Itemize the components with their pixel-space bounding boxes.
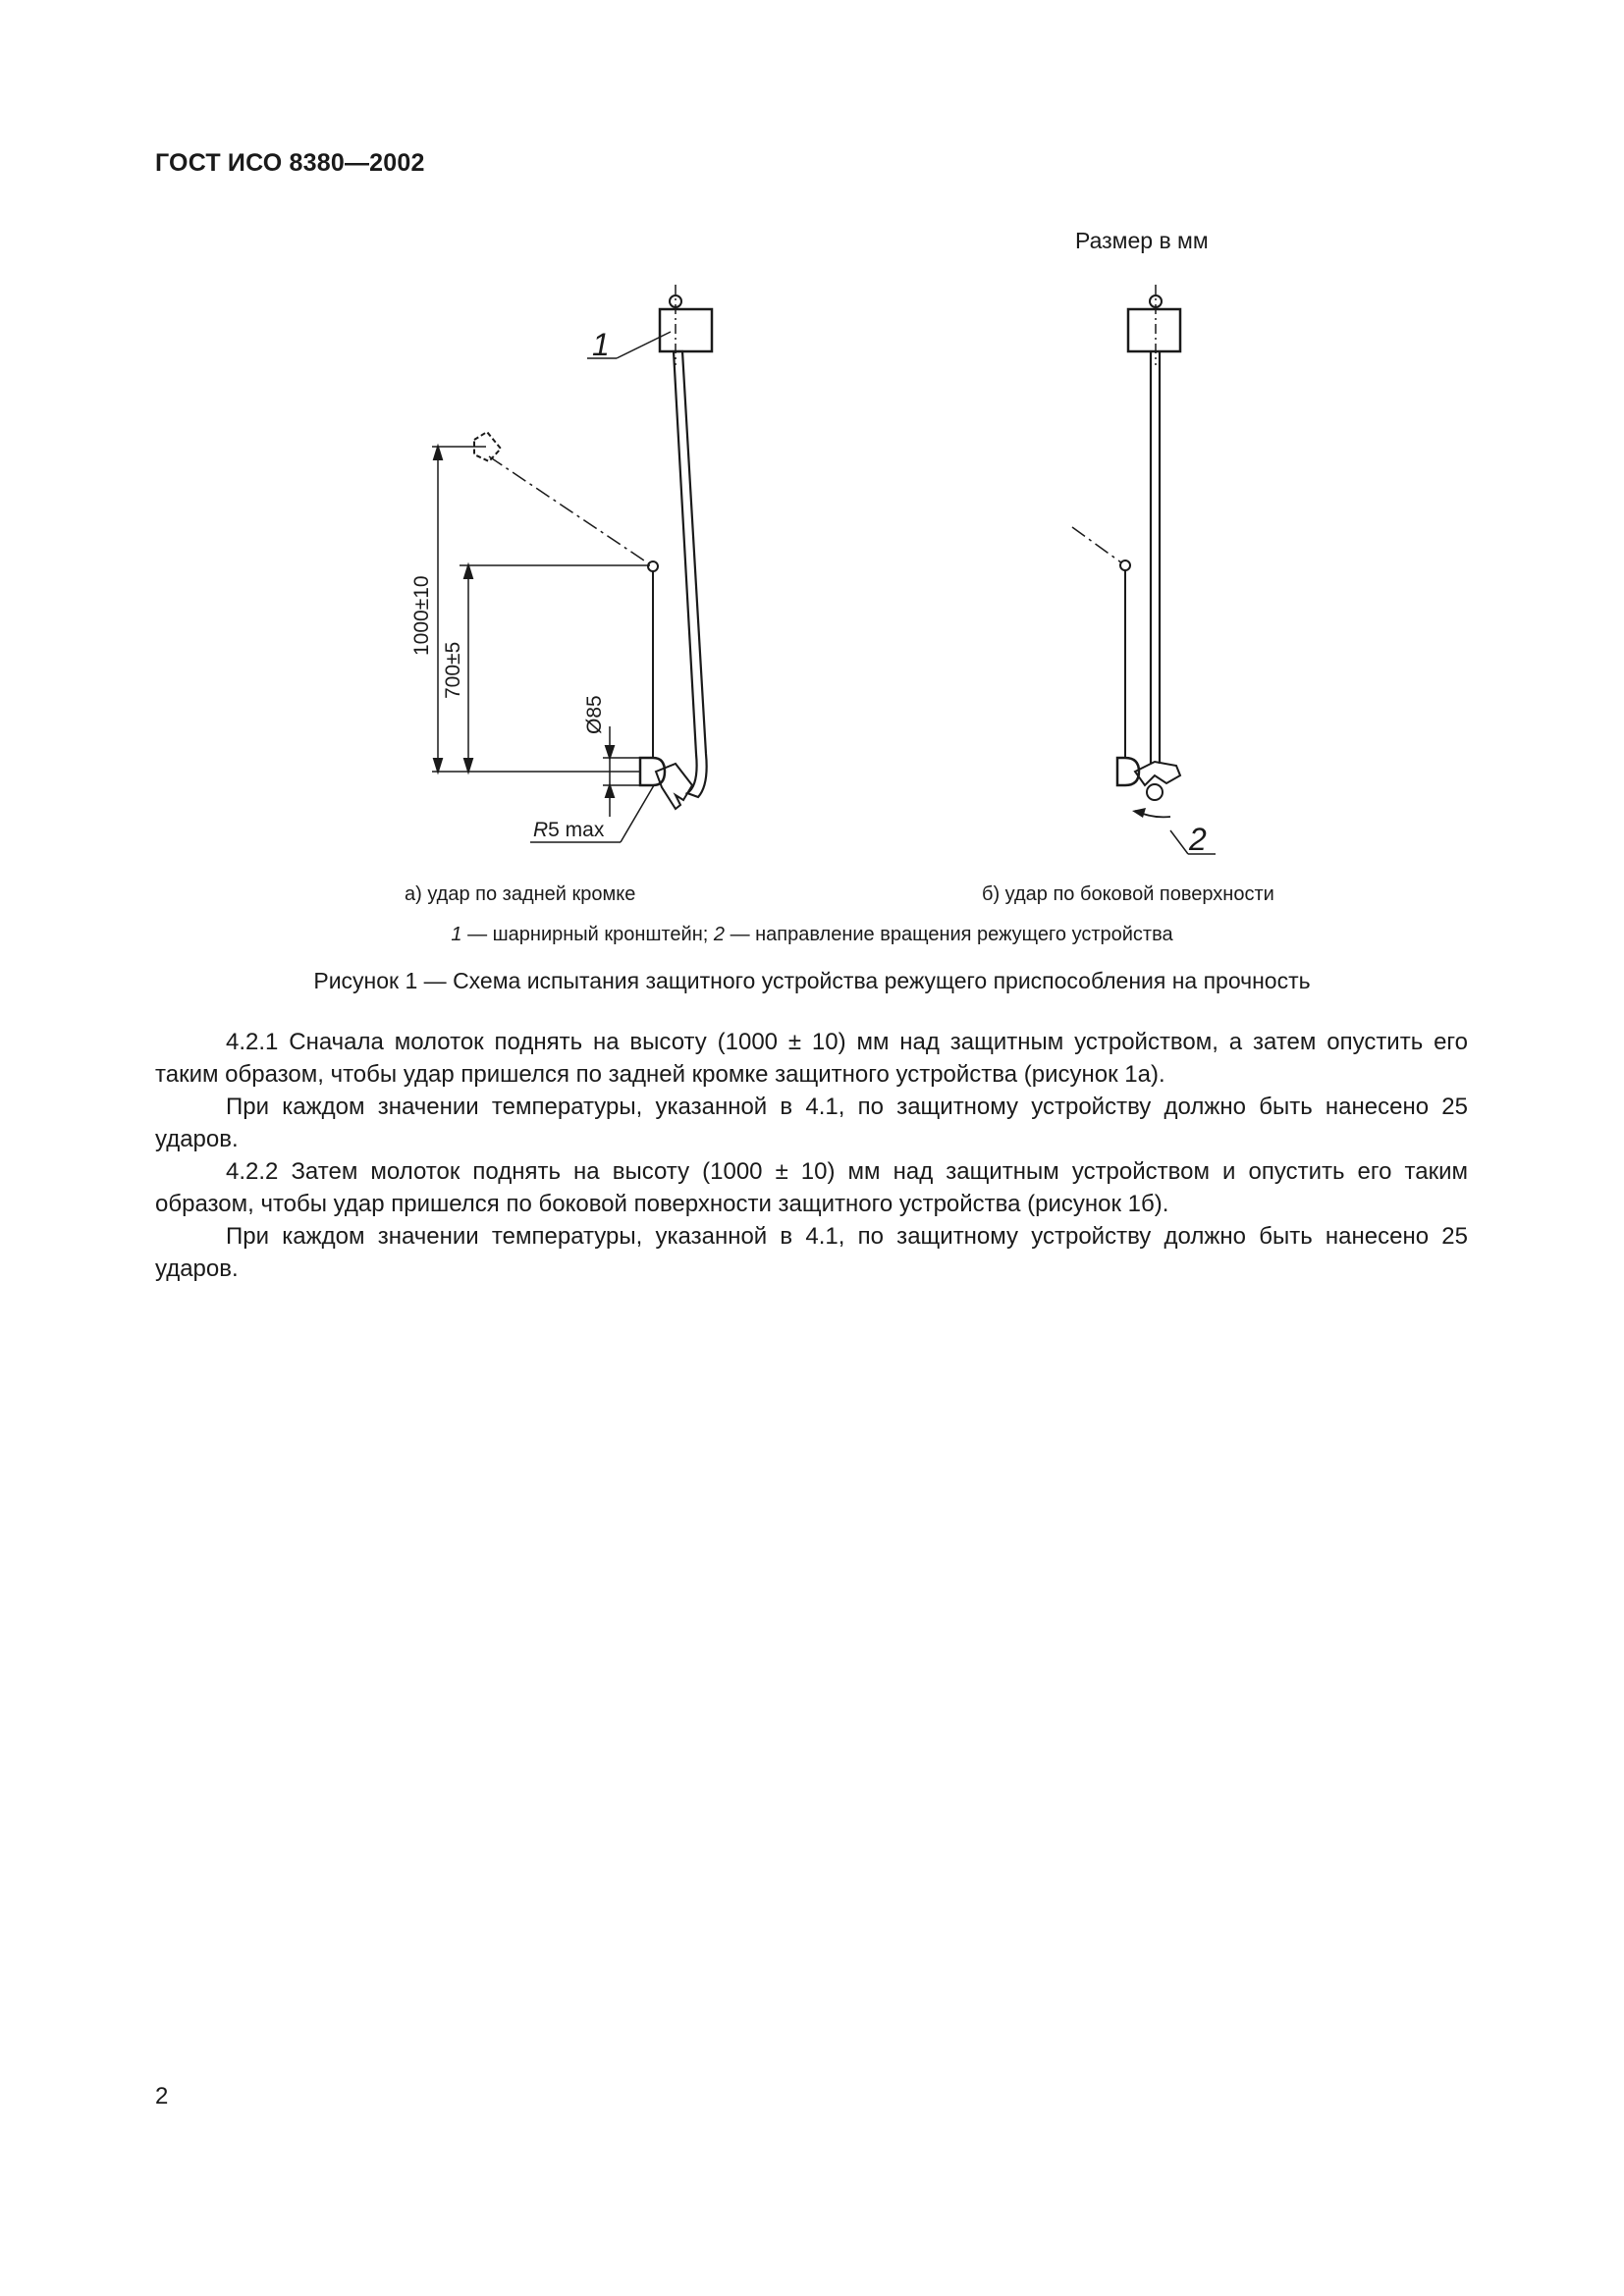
dimension-1000: 1000±10 [410,575,433,656]
hinged-bracket-b [1128,309,1180,351]
legend-num-2: 2 [713,924,726,945]
body-text [155,1026,1468,1285]
dimension-700: 700±5 [442,641,464,699]
paragraph-4-2-1-cont: При каждом значении температуры, указанной в 4.1, по защитному устройству должно быть нанесено 25 ударов. [155,1094,1468,1152]
dim-700-arrow-bottom [464,759,472,772]
caption-a: а) удар по задней кромке [405,883,636,905]
hammer-pivot-b [1120,561,1130,570]
radius-value: 5 max [548,819,605,841]
dim-1000-arrow-top [434,447,442,459]
paragraph-4-2-2: 4.2.2 Затем молоток поднять на высоту (1000 ± 10) мм над защитным устройством и опустить его таким образом, чтобы удар пришелся по боковой поверхности защитного устройства (рисунок 1б). [155,1158,1468,1217]
callout-2-label: 2 [1189,822,1207,857]
pendulum-rod-a [674,351,707,797]
hammer-pivot-a [648,561,658,571]
hammer-arm-raised-b [1072,527,1125,565]
legend-text-1: — шарнирный кронштейн; [461,924,714,945]
pendulum-rod-b [1151,351,1160,764]
dim-1000-arrow-bottom [434,759,442,772]
radius-leader [621,785,654,842]
rotation-arrow-head [1132,808,1146,818]
cutter-hub-b [1147,784,1163,800]
callout-1-label: 1 [592,327,610,362]
drawing-a-rear-edge-impact [432,285,712,842]
cutting-device-a [656,764,692,809]
paragraph-4-2-2-cont: При каждом значении температуры, указанной в 4.1, по защитному устройству должно быть нанесено 25 ударов. [155,1223,1468,1282]
paragraph-4-2-1: 4.2.1 Сначала молоток поднять на высоту (1000 ± 10) мм над защитным устройством, а затем опустить его таким образом, чтобы удар пришелся по задней кромке защитного устройства (рисунок 1а). [155,1029,1468,1088]
cutting-device-b [1135,762,1180,785]
page-number: 2 [155,2083,169,2109]
dim-700-arrow-top [464,565,472,578]
dimension-diameter-85: Ø85 [583,695,606,734]
callout-2-leader [1170,830,1188,854]
radius-symbol: R [533,819,549,841]
hinged-bracket-a [660,309,712,351]
radius-label [533,819,605,841]
legend-num-1: 1 [451,924,462,945]
document-header: ГОСТ ИСО 8380—2002 [155,149,425,177]
hammer-arm-raised [489,456,653,566]
dim-85-arrow-top [606,746,614,758]
figure-legend [0,924,1624,946]
dimension-units-note: Размер в мм [1075,228,1209,253]
hammer-head-a [640,758,665,785]
callout-1-leader [617,332,671,358]
caption-b: б) удар по боковой поверхности [982,883,1274,905]
legend-text-2: — направление вращения режущего устройства [725,924,1173,945]
dim-85-arrow-bottom [606,785,614,797]
drawing-b-side-impact [1072,285,1216,854]
figure-title: Рисунок 1 — Схема испытания защитного устройства режущего приспособления на прочность [313,968,1311,993]
